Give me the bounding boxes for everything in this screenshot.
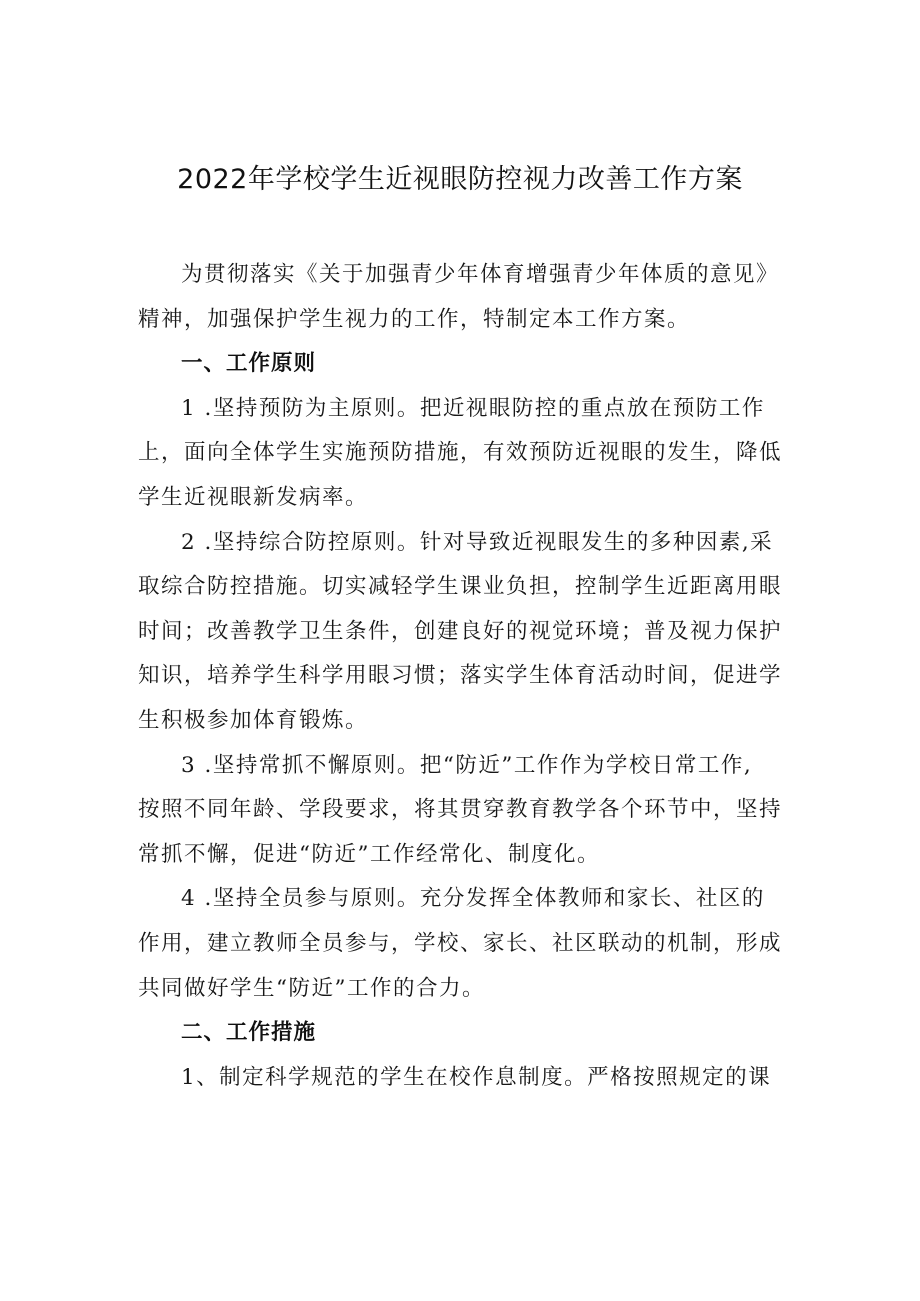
text-line: 1、制定科学规范的学生在校作息制度。严格按照规定的课 bbox=[181, 1064, 772, 1090]
text-line: 知识，培养学生科学用眼习惯；落实学生体育活动时间，促进学 bbox=[138, 663, 783, 689]
text-line: 共同做好学生“防近”工作的合力。 bbox=[138, 975, 485, 1001]
principle-paragraph-2 bbox=[138, 521, 788, 744]
text-line: 作用，建立教师全员参与，学校、家长、社区联动的机制，形成 bbox=[138, 930, 783, 956]
text-line: 3 .坚持常抓不懈原则。把“防近”工作作为学校日常工作, bbox=[181, 752, 753, 778]
measure-paragraph-1 bbox=[138, 1056, 788, 1101]
section-heading-principles: 一、工作原则 bbox=[181, 351, 317, 377]
principle-paragraph-4 bbox=[138, 877, 788, 1011]
text-line: 2 .坚持综合防控原则。针对导致近视眼发生的多种因素,采 bbox=[181, 529, 774, 555]
principle-paragraph-3 bbox=[138, 744, 788, 878]
intro-paragraph bbox=[138, 253, 788, 342]
text-line: 4 .坚持全员参与原则。充分发挥全体教师和家长、社区的 bbox=[181, 886, 765, 912]
text-line: 上，面向全体学生实施预防措施，有效预防近视眼的发生，降低 bbox=[138, 440, 783, 466]
document-title: 2022年学校学生近视眼防控视力改善工作方案 bbox=[177, 164, 743, 195]
text-line: 为贯彻落实《关于加强青少年体育增强青少年体质的意见》 bbox=[181, 262, 780, 287]
text-line: 精神，加强保护学生视力的工作，特制定本工作方案。 bbox=[138, 306, 691, 332]
text-line: 时间；改善教学卫生条件，创建良好的视觉环境；普及视力保护 bbox=[138, 618, 783, 644]
principle-paragraph-1 bbox=[138, 387, 788, 521]
text-line: 按照不同年龄、学段要求，将其贯穿教育教学各个环节中，坚持 bbox=[138, 797, 783, 823]
section-heading-measures: 二、工作措施 bbox=[181, 1020, 317, 1046]
text-line: 常抓不懈，促进“防近”工作经常化、制度化。 bbox=[138, 841, 600, 867]
text-line: 1 .坚持预防为主原则。把近视眼防控的重点放在预防工作 bbox=[181, 395, 765, 421]
document-body bbox=[138, 253, 788, 1100]
text-line: 取综合防控措施。切实减轻学生课业负担，控制学生近距离用眼 bbox=[138, 574, 783, 600]
text-line: 学生近视眼新发病率。 bbox=[138, 484, 369, 510]
text-line: 生积极参加体育锻炼。 bbox=[138, 707, 369, 733]
